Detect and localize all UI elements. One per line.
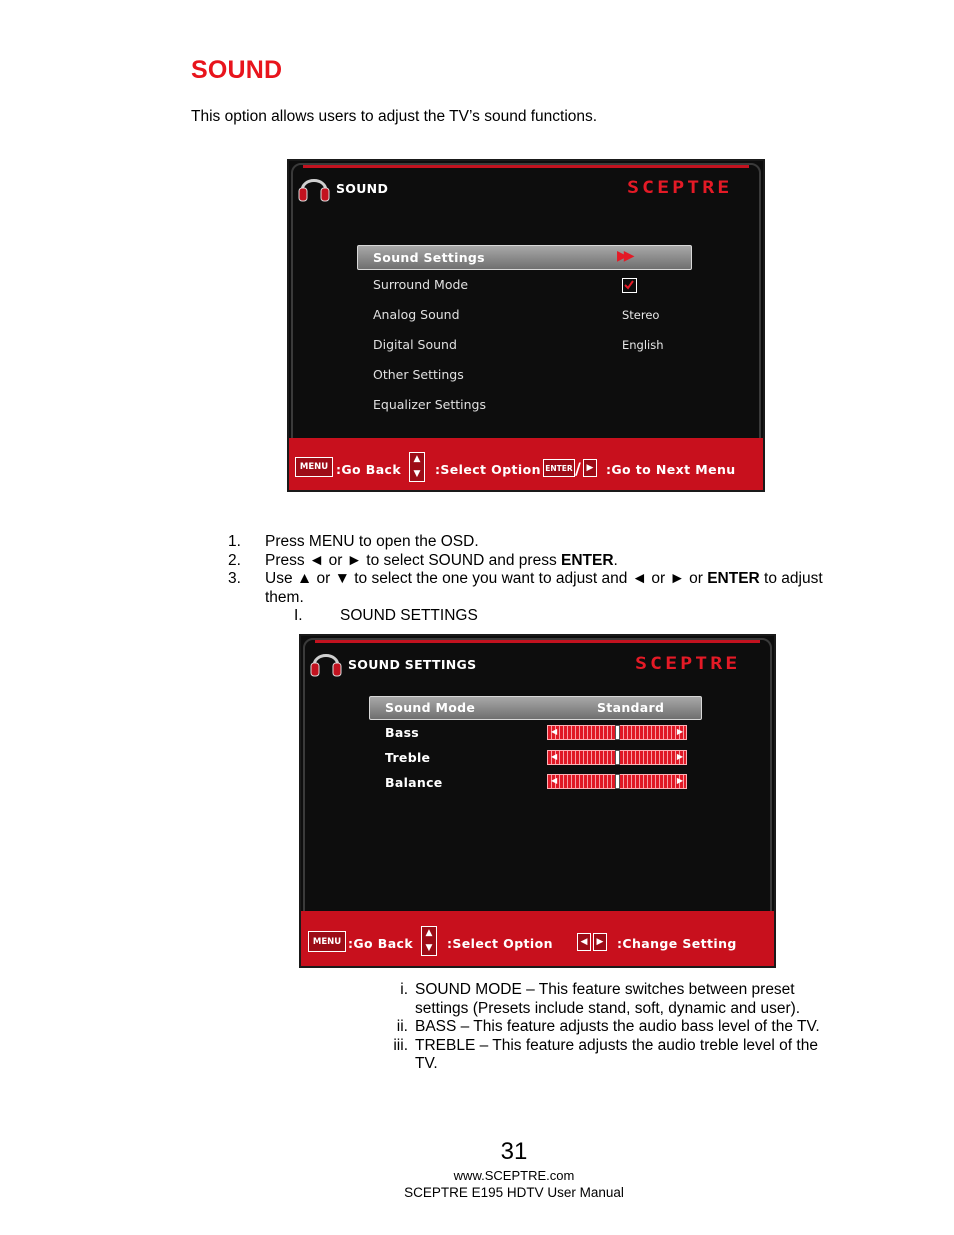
feature-text: SOUND MODE – This feature switches between preset settings (Presets include stand, soft, dynamic and user).: [415, 981, 801, 1017]
headphones-icon: [297, 169, 331, 203]
osd-sound-settings-screenshot: [299, 634, 776, 968]
bass-slider[interactable]: ◀ ▶: [547, 725, 687, 740]
menu-item-surround-mode[interactable]: Surround Mode: [373, 277, 469, 292]
go-back-hint: :Go Back: [348, 936, 414, 951]
step-item: [228, 570, 845, 607]
step-item: [228, 533, 845, 552]
digital-sound-value: English: [622, 338, 664, 352]
up-down-key-icon: ▲ ▼: [421, 926, 437, 956]
feature-number: ii.: [396, 1018, 408, 1035]
feature-descriptions: [378, 981, 828, 1074]
step-number: 2.: [228, 551, 241, 569]
subsection-number: I.: [294, 607, 303, 624]
page-number: 31: [500, 1138, 528, 1165]
surround-checkbox[interactable]: [622, 278, 637, 293]
menu-key-icon: MENU: [308, 931, 346, 952]
menu-item-sound-settings[interactable]: Sound Settings: [373, 250, 485, 265]
step-text: .: [613, 551, 618, 569]
step-item: [228, 552, 845, 571]
instruction-steps: [228, 533, 845, 607]
footer-url: www.SCEPTRE.com: [453, 1168, 575, 1183]
brand-logo: SCEPTRE: [635, 652, 741, 674]
menu-item-equalizer-settings[interactable]: Equalizer Settings: [373, 397, 486, 412]
up-down-key-icon: ▲ ▼: [409, 452, 425, 482]
step-text: Press ◄ or ► to select SOUND and press: [265, 551, 561, 569]
balance-slider[interactable]: ◀ ▶: [547, 774, 687, 789]
menu-item-analog-sound[interactable]: Analog Sound: [373, 307, 460, 322]
treble-slider[interactable]: ◀ ▶: [547, 750, 687, 765]
section-heading: SOUND: [191, 56, 283, 84]
menu-item-bass[interactable]: Bass: [385, 725, 420, 740]
left-key-icon: ◀: [577, 933, 591, 951]
menu-item-sound-mode[interactable]: Sound Mode: [385, 700, 476, 715]
menu-item-other-settings[interactable]: Other Settings: [373, 367, 464, 382]
step-text: ENTER: [707, 570, 760, 587]
enter-key-icon: ENTER: [543, 459, 575, 477]
intro-text: This option allows users to adjust the TV’s sound functions.: [191, 108, 598, 125]
right-key-icon: ▶: [583, 459, 597, 477]
step-number: 3.: [228, 570, 241, 587]
step-text: to adjust them.: [265, 570, 823, 606]
step-text: ENTER: [561, 551, 614, 569]
next-menu-hint: :Go to Next Menu: [606, 462, 736, 477]
subsection-label: SOUND SETTINGS: [340, 607, 478, 624]
step-text: Use ▲ or ▼ to select the one you want to adjust and ◄ or ► or: [265, 570, 708, 587]
right-key-icon: ▶: [593, 933, 607, 951]
feature-text: TREBLE – This feature adjusts the audio treble level of the TV.: [415, 1036, 818, 1072]
footer-manual-title: SCEPTRE E195 HDTV User Manual: [404, 1185, 624, 1200]
feature-item: [378, 1018, 828, 1037]
menu-item-treble[interactable]: Treble: [385, 750, 431, 765]
subsection-heading: [294, 607, 478, 625]
osd-sound-menu-screenshot: [287, 159, 765, 492]
feature-number: iii.: [393, 1036, 408, 1054]
step-text: Press MENU to open the OSD.: [265, 533, 479, 550]
select-option-hint: :Select Option: [435, 462, 541, 477]
go-back-hint: :Go Back: [336, 462, 402, 477]
feature-item: [378, 1037, 828, 1074]
menu-key-icon: MENU: [295, 457, 333, 477]
headphones-icon: [309, 644, 343, 678]
feature-text: BASS – This feature adjusts the audio bass level of the TV.: [415, 1018, 820, 1035]
step-number: 1.: [228, 533, 241, 550]
analog-sound-value: Stereo: [622, 308, 660, 322]
slash-separator-icon: /: [575, 459, 582, 478]
osd-title: SOUND SETTINGS: [348, 657, 477, 672]
fast-forward-icon: ▶▶: [617, 248, 631, 264]
sound-mode-value: Standard: [597, 700, 665, 715]
menu-item-balance[interactable]: Balance: [385, 775, 443, 790]
feature-item: [378, 981, 828, 1018]
select-option-hint: :Select Option: [447, 936, 553, 951]
feature-number: i.: [400, 981, 408, 998]
brand-logo: SCEPTRE: [627, 176, 733, 198]
osd-title: SOUND: [336, 181, 389, 196]
menu-item-digital-sound[interactable]: Digital Sound: [373, 337, 457, 352]
change-setting-hint: :Change Setting: [617, 936, 737, 951]
